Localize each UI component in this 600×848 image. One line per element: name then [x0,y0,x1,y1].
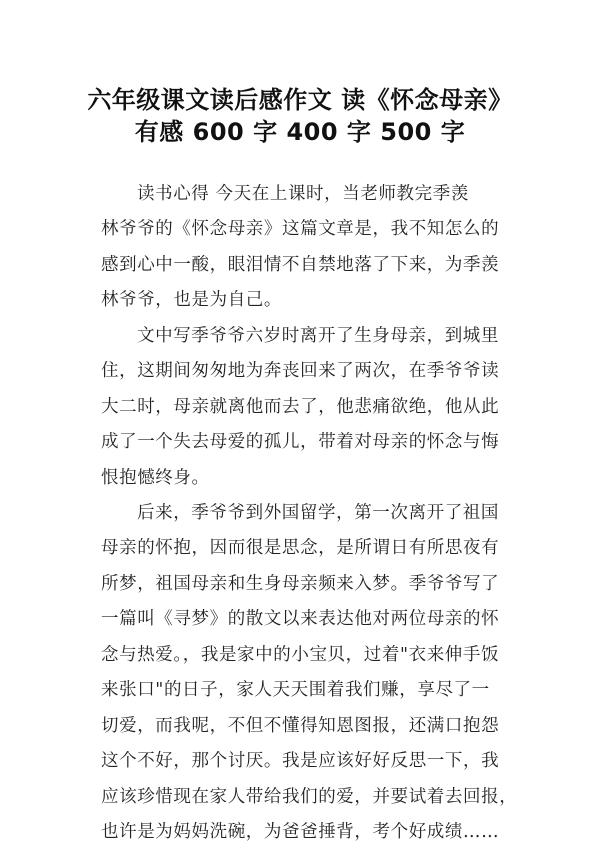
paragraph-3-line-8: 这个不好，那个讨厌。我是应该好好反思一下，我 [101,751,500,772]
paragraph-3-line-9: 应该珍惜现在家人带给我们的爱，并要试着去回报， [101,786,518,807]
paragraph-3-line-1: 后来，季爷爷到外国留学，第一次离开了祖国 [137,503,499,523]
paragraph-2-line-5: 恨抱憾终身。 [101,467,210,488]
paragraph-3-line-7: 切爱，而我呢，不但不懂得知恩图报，还满口抱怨 [101,715,500,736]
document-title-line-2: 有感 600 字 400 字 500 字 [134,118,466,146]
paragraph-3-line-6: 来张口"的日子，家人天天围着我们赚，享尽了一 [101,680,490,701]
paragraph-3-line-2: 母亲的怀抱，因而很是思念，是所谓日有所思夜有 [101,538,500,559]
paragraph-3-line-5: 念与热爱。，我是家中的小宝贝，过着"衣来伸手饭 [101,644,500,665]
paragraph-2-line-2: 住，这期间匆匆地为奔丧回来了两次，在季爷爷读 [101,361,500,382]
document-title-line-1: 六年级课文读后感作文 读《怀念母亲》 [87,86,513,114]
paragraph-1-line-3: 感到心中一酸，眼泪情不自禁地落了下来，为季羡 [101,254,500,275]
paragraph-1-line-4: 林爷爷，也是为自己。 [101,290,282,311]
paragraph-1-line-1: 读书心得 今天在上课时，当老师教完季羡 [137,184,469,204]
paragraph-3-line-3: 所梦，祖国母亲和生身母亲频来入梦。季爷爷写了 [101,573,500,594]
paragraph-2-line-4: 成了一个失去母爱的孤儿，带着对母亲的怀念与悔 [101,432,500,453]
paragraph-2-line-3: 大二时，母亲就离他而去了，他悲痛欲绝，他从此 [101,396,500,417]
paragraph-1-line-2: 林爷爷的《怀念母亲》这篇文章是，我不知怎么的 [101,219,500,240]
paragraph-3-line-4: 一篇叫《寻梦》的散文以来表达他对两位母亲的怀 [101,609,500,630]
paragraph-2-line-1: 文中写季爷爷六岁时离开了生身母亲，到城里 [137,325,499,346]
paragraph-3-line-10: 也许是为妈妈洗碗，为爸爸捶背，考个好成绩…… [101,822,500,842]
